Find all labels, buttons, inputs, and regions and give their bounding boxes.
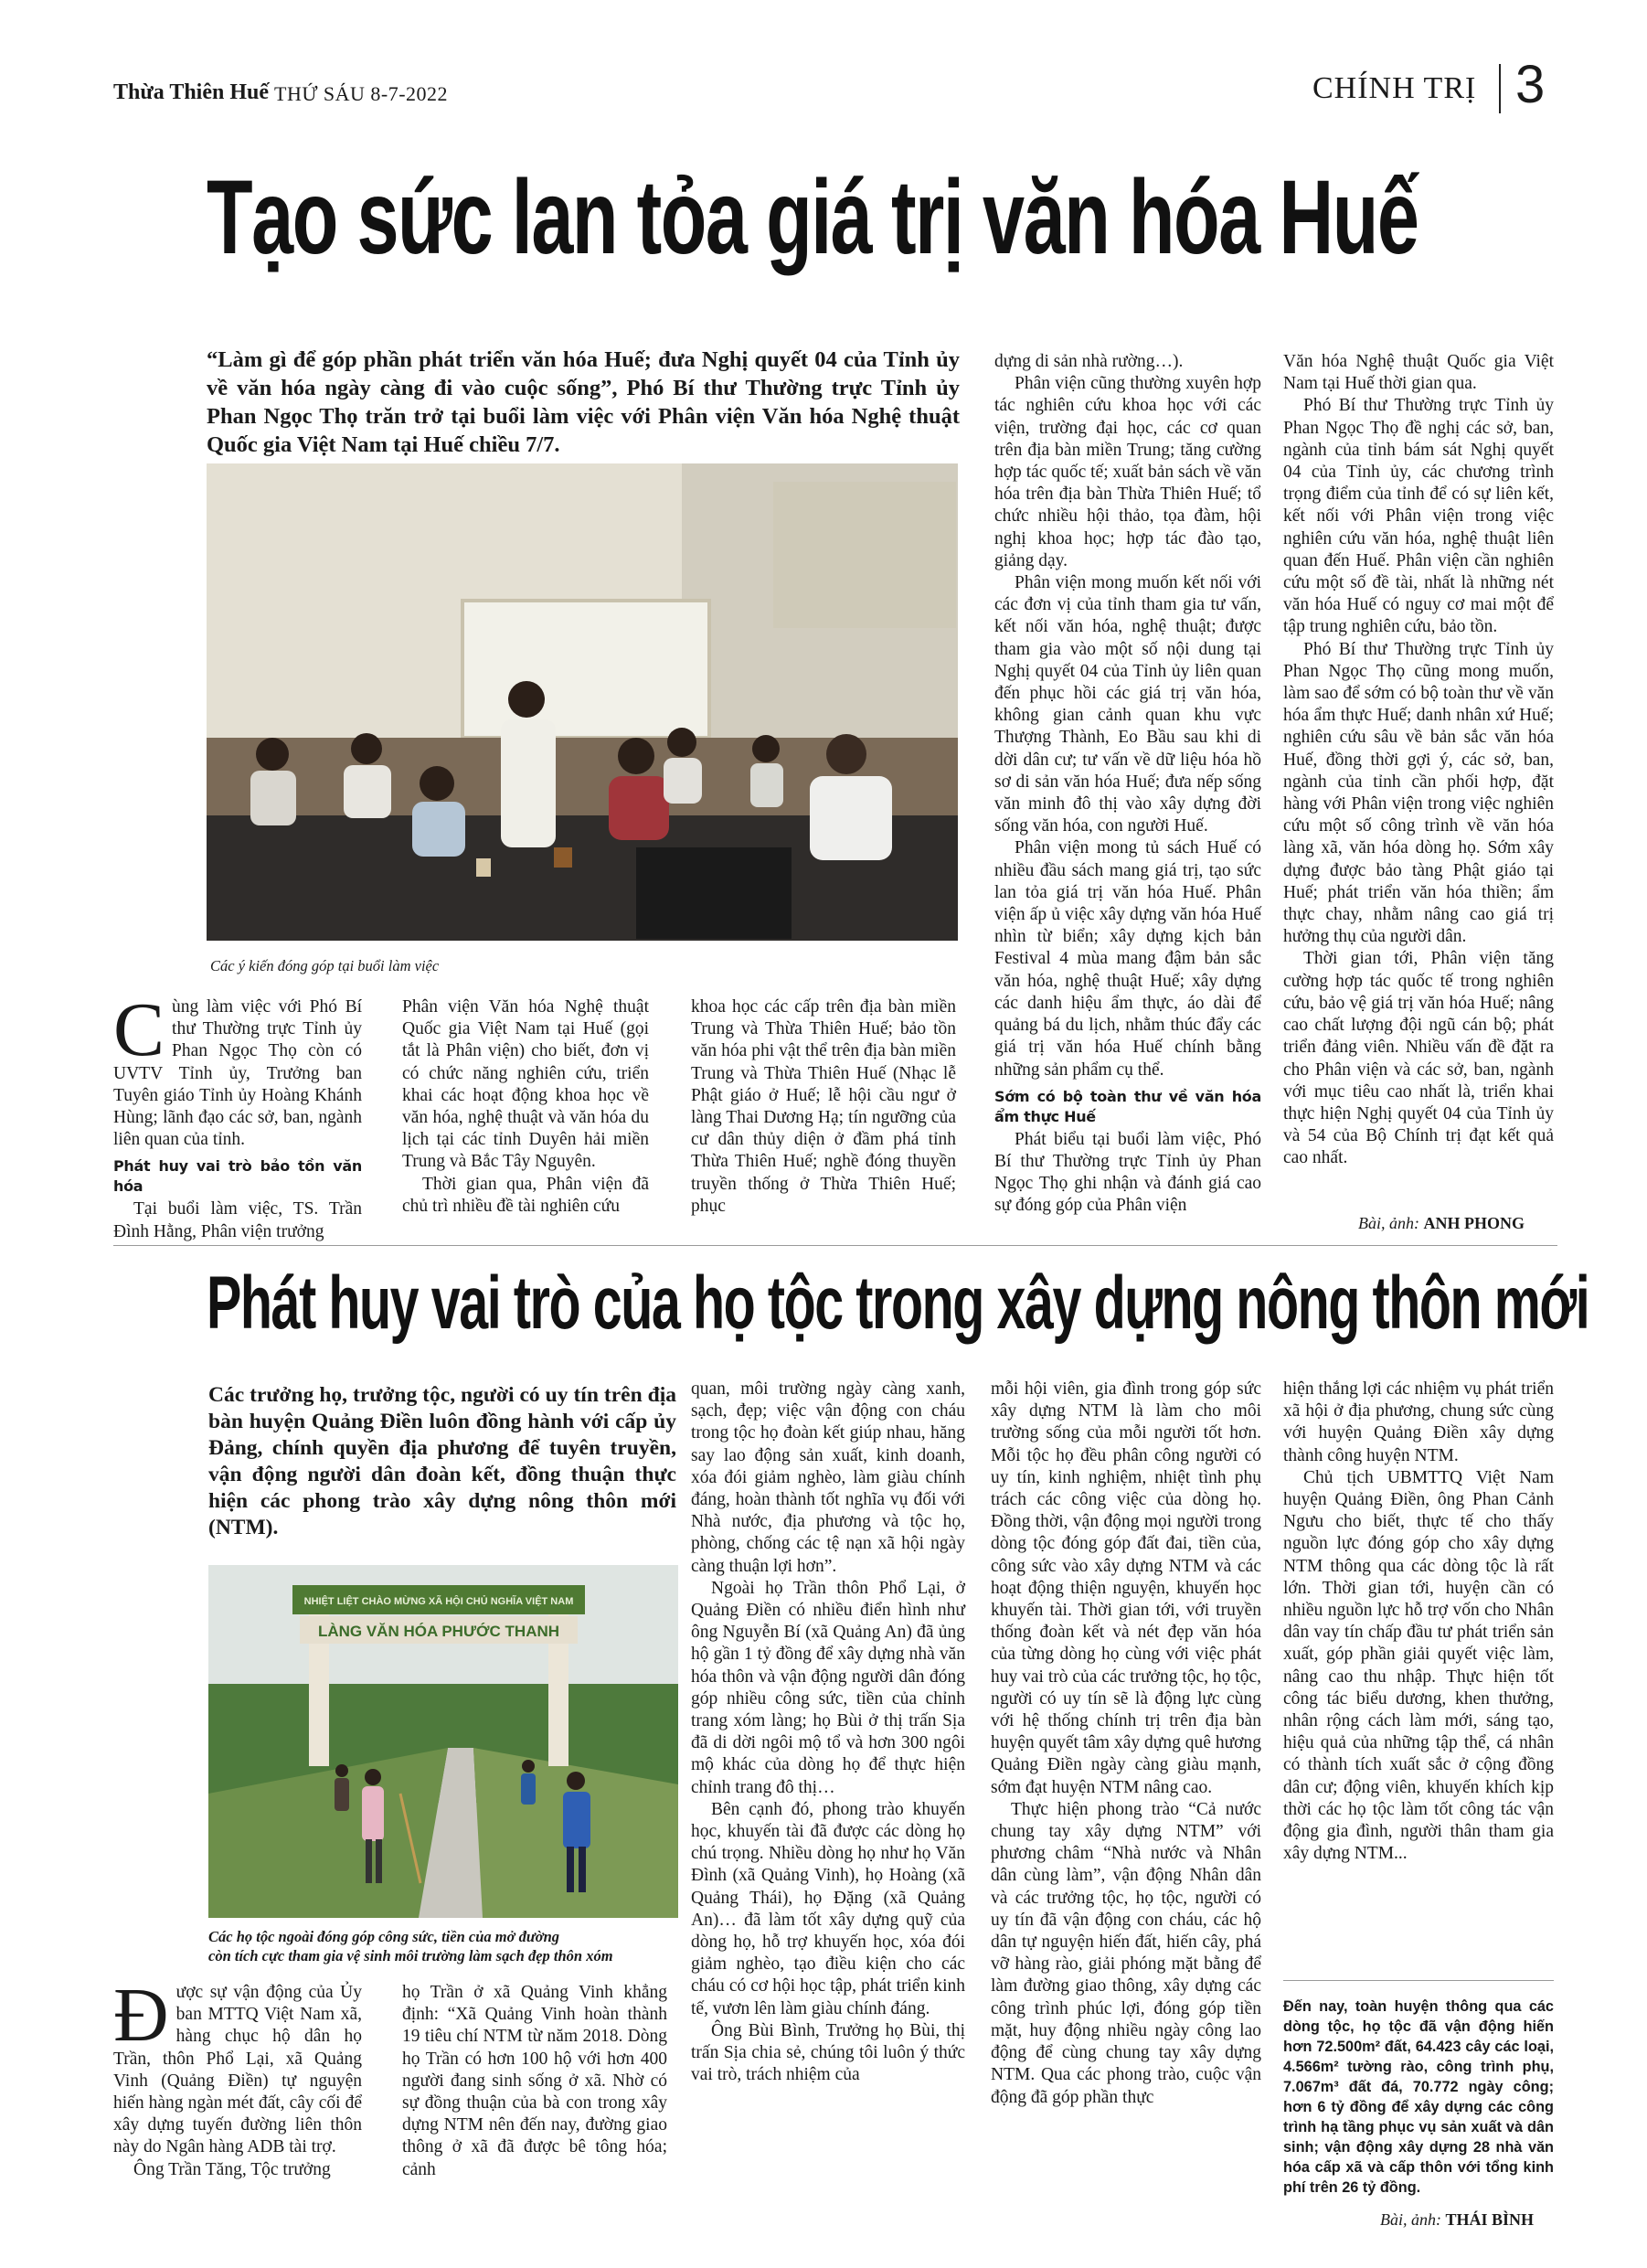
- article2-column-1: [113, 1973, 362, 2181]
- article1-col1-p2: Tại buổi làm việc, TS. Trần Đình Hằng, Phân viện trưởng: [113, 1199, 362, 1241]
- article1-column-5: [1283, 351, 1554, 1170]
- article2-lead: Các trưởng họ, trưởng tộc, người có uy tín trên địa bàn huyện Quảng Điền luôn đồng hành với cấp ủy Đảng, chính quyền địa phương để tuyên truyền, vận động người dân đoàn kết, đồng thuận thực hiện các phong trào xây dựng nông thôn mới (NTM).: [208, 1383, 676, 1539]
- article1-byline: [1358, 1214, 1525, 1233]
- article2-byline-name: THÁI BÌNH: [1445, 2210, 1535, 2229]
- article1-byline-name: ANH PHONG: [1423, 1214, 1525, 1232]
- article1-col5-p2: Phó Bí thư Thường trực Tỉnh ủy Phan Ngọc Thọ đề nghị các sở, ban, ngành của tỉnh bám sát Nghị quyết 04 của Tỉnh ủy, các chương trình trọng điểm của tỉnh để có sự liên kết, kết nối với Phân viện trong việc nghiên cứu văn hóa, nghệ thuật liên quan đến Huế. Phân viện cần nghiên cứu một số đề tài, nhất là những nét văn hóa Huế có nguy cơ mai một để tập trung nghiên cứu, bảo tồn.: [1283, 396, 1554, 637]
- photo-arch-village-name: LÀNG VĂN HÓA PHƯỚC THANH: [317, 1623, 560, 1640]
- article1-col4-p3: Phân viện mong muốn kết nối với các đơn vị của tỉnh tham gia tư vấn, kết nối văn hóa, nghệ thuật; được tham gia vào một số nội dung tại Nghị quyết 04 của Tỉnh ủy liên quan đến phục hồi các giá trị văn hóa, không gian cảnh quan khu vực Thượng Thành, Eo Bầu sau khi di dời dân cư; tư vấn về dữ liệu hóa hồ sơ di sản văn hóa Huế; đưa nếp sống văn minh đô thị vào xây dựng đời sống văn hóa, con người Huế.: [994, 573, 1261, 836]
- article2-column-2: [402, 1982, 667, 2181]
- page-number: 3: [1515, 55, 1546, 114]
- article1-column-1: [113, 987, 362, 1243]
- article1-photo-caption: Các ý kiến đóng góp tại buổi làm việc: [210, 957, 440, 974]
- article2-col1-p2: Ông Trần Tăng, Tộc trưởng: [133, 2159, 331, 2179]
- article1-photo: [207, 463, 958, 941]
- article2-byline: [1380, 2210, 1534, 2230]
- article1-subheading-2: Sớm có bộ toàn thư về văn hóa ẩm thực Huế: [994, 1087, 1261, 1125]
- article1-column-4: [994, 351, 1261, 1218]
- section-name: CHÍNH TRỊ: [1312, 71, 1477, 105]
- article2-col1-text: ược sự vận động của Ủy ban MTTQ Việt Nam xã, hàng chục hộ dân họ Trần, thôn Phổ Lại, xã Quảng Vinh (Quảng Điền) tự nguyện hiến hàng ngàn mét đất, cây cối để xây dựng tuyến đường liên thôn này do Ngân hàng ADB tài trợ.: [113, 1983, 362, 2157]
- article2-photo: [208, 1565, 678, 1918]
- article1-col5-p4: Thời gian tới, Phân viện tăng cường hợp tác quốc tế trong nghiên cứu, bảo vệ giá trị văn hóa Huế; nâng cao chất lượng đội ngũ cán bộ; phát triển đảng viên. Nhiều vấn đề đặt ra cho Phân viện và các sở, ban, ngành với mục tiêu cao nhất là, triển khai thực hiện Nghị quyết 04 của Tỉnh ủy và 54 của Bộ Chính trị đạt kết quả cao nhất.: [1283, 949, 1554, 1168]
- article1-col4-p4: Phân viện mong tủ sách Huế có nhiều đầu sách mang giá trị, tạo sức lan tỏa giá trị văn hóa Huế. Phân viện ấp ủ việc xây dựng văn hóa Huế nhìn từ biển; xây dựng kịch bản Festival 4 mùa mang đậm bản sắc văn hóa, nghệ thuật Huế; xây dựng các danh hiệu ẩm thực, áo dài để quảng bá du lịch, nhằm thúc đẩy các giá trị văn hóa Huế chính bằng những sản phẩm cụ thể.: [994, 838, 1261, 1080]
- article2-caption-line-1: Các họ tộc ngoài đóng góp công sức, tiền của mở đường: [208, 1928, 560, 1945]
- article2-headline: Phát huy vai trò của họ tộc trong xây dựng nông thôn mới: [207, 1262, 1589, 1345]
- article2-col2-text: họ Trần ở xã Quảng Vinh khẳng định: “Xã Quảng Vinh hoàn thành 19 tiêu chí NTM từ năm 2018. Dòng họ Trần có hơn 100 hộ với hơn 400 người đang sinh sống ở xã. Nhờ có sự đồng thuận của bà con trong xây dựng NTM nên đến nay, đường giao thông ở xã đã được bê tông hóa; cảnh: [402, 1983, 667, 2179]
- box-rule: [1283, 1980, 1554, 1981]
- article2-caption-line-2: còn tích cực tham gia vệ sinh môi trường làm sạch đẹp thôn xóm: [208, 1947, 613, 1965]
- article1-dropcap: C: [113, 987, 165, 1072]
- article1-col2-p2: Thời gian qua, Phân viện đã chủ trì nhiều đề tài nghiên cứu: [402, 1174, 649, 1216]
- article1-lead: “Làm gì để góp phần phát triển văn hóa Huế; đưa Nghị quyết 04 của Tỉnh ủy về văn hóa ngày càng đi vào cuộc sống”, Phó Bí thư Thường trực Tỉnh ủy Phan Ngọc Thọ trăn trở tại buổi làm việc với Phân viện Văn hóa Nghệ thuật Quốc gia Việt Nam tại Huế chiều 7/7.: [207, 347, 960, 457]
- masthead-paper: Thừa Thiên Huế: [113, 80, 270, 104]
- article2-dropcap: Đ: [113, 1973, 169, 2058]
- article2-photo-caption: [208, 1927, 613, 1965]
- article2-column-4: [991, 1379, 1261, 2109]
- article2-col3-p4: Ông Bùi Bình, Trưởng họ Bùi, thị trấn Sịa chia sẻ, chúng tôi luôn ý thức vai trò, trách nhiệm của: [691, 2020, 965, 2085]
- article2-col3-p3: Bên cạnh đó, phong trào khuyến học, khuyến tài đã được các dòng họ chú trọng. Nhiều dòng họ như họ Văn Đình (xã Quảng Vinh), họ Hoàng (xã Quảng Thái), họ Đặng (xã Quảng An)… đã làm tốt xây dựng quỹ của dòng họ, hỗ trợ khuyến học, xóa đói giảm nghèo, tạo điều kiện cho các cháu có cơ hội học tập, phát triển kinh tế, vươn lên làm giàu chính đáng.: [691, 1799, 965, 2018]
- article2-col3-p2: Ngoài họ Trần thôn Phổ Lại, ở Quảng Điền có nhiều điển hình như ông Nguyễn Bí (xã Quảng An) đã ủng hộ gần 1 tỷ đồng để xây dựng nhà văn hóa thôn và vận động người dân đóng góp nhiều công sức, tiền của chỉnh trang xóm làng; họ Bùi ở thị trấn Sịa đã di dời ngôi mộ tổ và hơn 300 ngôi mộ khác của dòng họ để thực hiện chỉnh trang đô thị…: [691, 1578, 965, 1797]
- article2-byline-label: Bài, ảnh:: [1380, 2210, 1441, 2229]
- article2-col4-p2: Thực hiện phong trào “Cả nước chung tay xây dựng NTM” với phương châm “Nhà nước và Nhân dân cùng làm”, vận động Nhân dân và các trưởng tộc, họ tộc, người có uy tín đã vận động con cháu, các hộ dân tự nguyện hiến đất, hiến cây, phá vỡ hàng rào, giải phóng mặt bằng để làm đường giao thông, xây dựng các công trình phúc lợi, đóng góp tiền mặt, huy động nhiều ngày công lao động để cùng chung tay xây dựng NTM. Qua các phong trào, cuộc vận động đã góp phần thực: [991, 1799, 1261, 2107]
- article1-col4-p1: dựng di sản nhà rường…).: [994, 352, 1184, 371]
- article1-column-3: [691, 996, 956, 1218]
- article2-col5-p1: hiện thắng lợi các nhiệm vụ phát triển xã hội ở địa phương, chung sức cùng với huyện Quảng Điền xây dựng thành công huyện NTM.: [1283, 1379, 1554, 1465]
- article1-subheading-1: Phát huy vai trò bảo tồn văn hóa: [113, 1157, 362, 1196]
- photo-arch-slogan: NHIỆT LIỆT CHÀO MỪNG XÃ HỘI CHỦ NGHĨA VIỆT NAM: [303, 1596, 574, 1607]
- masthead-date: THỨ SÁU 8-7-2022: [274, 82, 449, 105]
- article2-col3-p1: quan, môi trường ngày càng xanh, sạch, đẹp; việc vận động con cháu trong tộc họ đoàn kết giúp nhau, hăng say lao động sản xuất, kinh doanh, xóa đói giảm nghèo, làm giàu chính đáng, hoàn thành tốt nghĩa vụ đối với Nhà nước, địa phương và tộc họ, phòng, chống các tệ nạn xã hội ngày càng thuận lợi hơn”.: [691, 1379, 965, 1576]
- article1-headline: Tạo sức lan tỏa giá trị văn hóa Huế: [207, 159, 1419, 276]
- article2-column-5: [1283, 1379, 1554, 1865]
- article1-col5-p3: Phó Bí thư Thường trực Tỉnh ủy Phan Ngọc Thọ cũng mong muốn, làm sao để sớm có bộ toàn thư về văn hóa ẩm thực Huế; danh nhân xứ Huế; nghiên cứu sâu về bản sắc văn hóa Huế, đồng thời gợi ý, các sở, ban, ngành của tỉnh cần phối hợp, đặt hàng với Phân viện trong việc nghiên cứu một số công trình về văn hóa làng xã, văn hóa dòng họ. Sớm xây dựng được bảo tàng Phật giáo tại Huế; phát triển văn hóa thiền; ẩm thực chay, nhằm nâng cao giá trị hưởng thụ của người dân.: [1283, 639, 1554, 947]
- article1-col1-text: ùng làm việc với Phó Bí thư Thường trực Tỉnh ủy Phan Ngọc Thọ còn có UVTV Tỉnh ủy, Trưởng ban Tuyên giáo Tỉnh ủy Hoàng Khánh Hùng; lãnh đạo các sở, ban, ngành liên quan của tỉnh.: [113, 997, 362, 1150]
- article2-col5-p2: Chủ tịch UBMTTQ Việt Nam huyện Quảng Điền, ông Phan Cảnh Ngưu cho biết, thực tế cho thấy nguồn lực đóng góp cho xây dựng NTM thông qua các dòng tộc là rất lớn. Thời gian tới, huyện cần có nhiều nguồn lực hỗ trợ vốn cho Nhân dân vay tín chấp đầu tư phát triển sản xuất, góp phần giải quyết việc làm, nâng cao thu nhập. Thực hiện tốt công tác biểu dương, khen thưởng, nhân rộng cách làm mới, sáng tạo, hiệu quả của những tập thể, cá nhân có thành tích xuất sắc ở cộng đồng dân cư; động viên, khuyến khích kịp thời các họ tộc làm tốt công tác vận động gia đình, người thân tham gia xây dựng NTM...: [1283, 1467, 1554, 1864]
- section-divider: [1499, 64, 1501, 113]
- article1-col4-p2: Phân viện cũng thường xuyên hợp tác nghiên cứu khoa học với các viện, trường đại học, các cơ quan trên địa bàn miền Trung; tăng cường hợp tác quốc tế; xuất bản sách về văn hóa trên địa bàn Thừa Thiên Huế; tổ chức nhiều hội thảo, tọa đàm, hội nghị khoa học; hợp tác đào tạo, giảng dạy.: [994, 374, 1261, 570]
- article1-byline-label: Bài, ảnh:: [1358, 1214, 1419, 1232]
- article1-col2-text: Phân viện Văn hóa Nghệ thuật Quốc gia Việt Nam tại Huế (gọi tắt là Phân viện) cho biết, đơn vị có chức năng nghiên cứu, triển khai các hoạt động khoa học về văn hóa, nghệ thuật và văn hóa du lịch tại các tỉnh Duyên hải miền Trung và Bắc Tây Nguyên.: [402, 997, 649, 1172]
- article1-col5-p1: Văn hóa Nghệ thuật Quốc gia Việt Nam tại Huế thời gian qua.: [1283, 352, 1554, 394]
- article1-column-2: [402, 996, 649, 1218]
- article1-col3-text: khoa học các cấp trên địa bàn miền Trung và Thừa Thiên Huế; bảo tồn văn hóa phi vật thể trên địa bàn miền Trung và Thừa Thiên Huế (Nhạc lễ Phật giáo ở Huế; lễ hội cầu ngư ở làng Thai Dương Hạ; tín ngưỡng của cư dân thủy diện ở đầm phá tỉnh Thừa Thiên Huế; nghề đóng thuyền truyền thống ở Thừa Thiên Huế; phục: [691, 997, 956, 1216]
- article2-statistics-box: Đến nay, toàn huyện thông qua các dòng tộc, họ tộc đã vận động hiến hơn 72.500m² đất, 64.423 cây các loại, 4.566m² tường rào, công trình phụ, 7.067m³ đất đá, 70.772 ngày công; hơn 6 tỷ đồng để xây dựng các công trình hạ tầng phục vụ sản xuất và dân sinh; vận động xây dựng 28 nhà văn hóa cấp xã và cấp thôn với tổng kinh phí trên 26 tỷ đồng.: [1283, 1998, 1554, 2196]
- article-divider: [113, 1245, 1557, 1246]
- article2-column-3: [691, 1379, 965, 2087]
- article1-col4-p5: Phát biểu tại buổi làm việc, Phó Bí thư Thường trực Tỉnh ủy Phan Ngọc Thọ ghi nhận và đánh giá cao sự đóng góp của Phân viện: [994, 1129, 1261, 1216]
- article2-col4-p1: mỗi hội viên, gia đình trong góp sức xây dựng NTM là làm cho môi trường sống của mỗi người tốt hơn. Mỗi tộc họ đều phân công người có uy tín, kinh nghiệm, nhiệt tình phụ trách các công việc của dòng họ. Đồng thời, vận động mọi người trong dòng tộc đóng góp đất đai, tiền của, công sức vào xây dựng NTM và các hoạt động thiện nguyện, khuyến học khuyến tài. Thời gian tới, với truyền thống đoàn kết và nét đẹp văn hóa của từng dòng họ cùng với việc phát huy vai trò của các trưởng tộc, họ tộc, người có uy tín sẽ là động lực cùng với hệ thống chính trị trên địa bàn huyện quyết tâm xây dựng quê hương Quảng Điền ngày càng giàu mạnh, sớm đạt huyện NTM nâng cao.: [991, 1379, 1261, 1797]
